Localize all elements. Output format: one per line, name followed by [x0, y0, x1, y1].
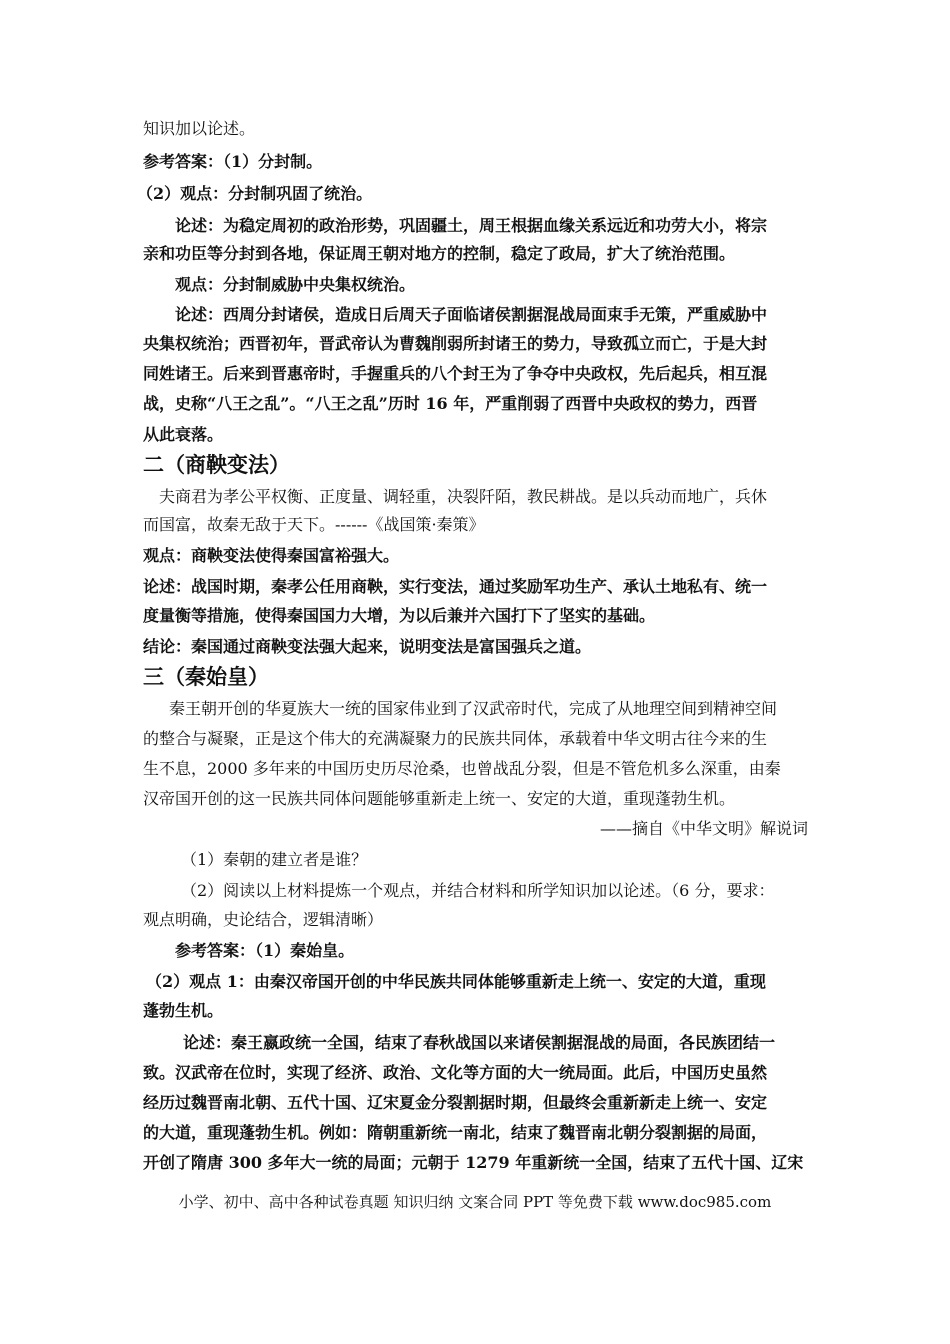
argument-line: 从此衰落。	[143, 425, 224, 444]
conclusion-line: 结论：秦国通过商鞅变法强大起来，说明变法是富国强兵之道。	[143, 637, 592, 656]
argument-line: 亲和功臣等分封到各地，保证周王朝对地方的控制，稳定了政局，扩大了统治范围。	[143, 244, 736, 263]
viewpoint-line: 观点：分封制威胁中央集权统治。	[175, 275, 416, 294]
section-heading: 三（秦始皇）	[143, 665, 269, 689]
argument-line: 致。汉武帝在位时，实现了经济、政治、文化等方面的大一统局面。此后，中国历史虽然	[143, 1063, 768, 1082]
argument-line: 经历过魏晋南北朝、五代十国、辽宋夏金分裂割据时期，但最终会重新新走上统一、安定	[143, 1093, 768, 1112]
quote-line: 夫商君为孝公平权衡、正度量、调轻重，决裂阡陌，教民耕战。是以兵动而地广，兵休	[159, 487, 768, 506]
answer-label-line: 参考答案：（1）分封制。	[143, 152, 323, 171]
material-line: 的整合与凝聚，正是这个伟大的充满凝聚力的民族共同体，承载着中华文明古往今来的生	[143, 729, 768, 748]
source-citation: ——摘自《中华文明》解说词	[599, 819, 808, 838]
answer-label-line: 参考答案：（1）秦始皇。	[175, 941, 355, 960]
argument-line: 论述：秦王嬴政统一全国，结束了春秋战国以来诸侯割据混战的局面，各民族团结一	[183, 1033, 776, 1052]
viewpoint-line: （2）观点：分封制巩固了统治。	[137, 184, 373, 203]
argument-line: 论述：为稳定周初的政治形势，巩固疆土，周王根据血缘关系远近和功劳大小，将宗	[175, 216, 768, 235]
question-line: （2）阅读以上材料提炼一个观点，并结合材料和所学知识加以论述。（6 分，要求：	[181, 881, 775, 900]
viewpoint-line: 观点：商鞅变法使得秦国富裕强大。	[143, 546, 400, 565]
argument-line: 论述：战国时期，秦孝公任用商鞅，实行变法，通过奖励军功生产、承认土地私有、统一	[143, 577, 768, 596]
material-line: 秦王朝开创的华夏族大一统的国家伟业到了汉武帝时代，完成了从地理空间到精神空间	[169, 699, 778, 718]
argument-line: 的大道，重现蓬勃生机。例如：隋朝重新统一南北，结束了魏晋南北朝分裂割据的局面，	[143, 1123, 768, 1142]
viewpoint-line: 蓬勃生机。	[143, 1001, 224, 1020]
page-footer: 小学、初中、高中各种试卷真题 知识归纳 文案合同 PPT 等免费下载 www.doc985.com	[178, 1193, 772, 1211]
text-line: 知识加以论述。	[143, 119, 256, 138]
argument-line: 央集权统治；西晋初年，晋武帝认为曹魏削弱所封诸王的势力，导致孤立而亡，于是大封	[143, 334, 768, 353]
question-line: 观点明确，史论结合，逻辑清晰）	[143, 910, 384, 929]
material-line: 生不息，2000 多年来的中国历史历尽沧桑，也曾战乱分裂，但是不管危机多么深重，由秦	[143, 759, 781, 778]
argument-line: 开创了隋唐 300 多年大一统的局面；元朝于 1279 年重新统一全国，结束了五代十国、辽宋	[143, 1153, 804, 1172]
argument-line: 论述：西周分封诸侯，造成日后周天子面临诸侯割据混战局面束手无策，严重威胁中	[175, 305, 768, 324]
argument-line: 度量衡等措施，使得秦国国力大增，为以后兼并六国打下了坚实的基础。	[143, 606, 656, 625]
section-heading: 二（商鞅变法）	[143, 453, 290, 477]
argument-line: 战，史称“八王之乱”。“八王之乱”历时 16 年，严重削弱了西晋中央政权的势力，西晋	[143, 394, 758, 413]
material-line: 汉帝国开创的这一民族共同体问题能够重新走上统一、安定的大道，重现蓬勃生机。	[143, 789, 736, 808]
viewpoint-line: （2）观点 1：由秦汉帝国开创的中华民族共同体能够重新走上统一、安定的大道，重现	[146, 972, 766, 991]
question-line: （1）秦朝的建立者是谁？	[181, 850, 368, 869]
argument-line: 同姓诸王。后来到晋惠帝时，手握重兵的八个封王为了争夺中央政权，先后起兵，相互混	[143, 364, 768, 383]
quote-line: 而国富，故秦无敌于天下。------《战国策·秦策》	[143, 515, 485, 534]
